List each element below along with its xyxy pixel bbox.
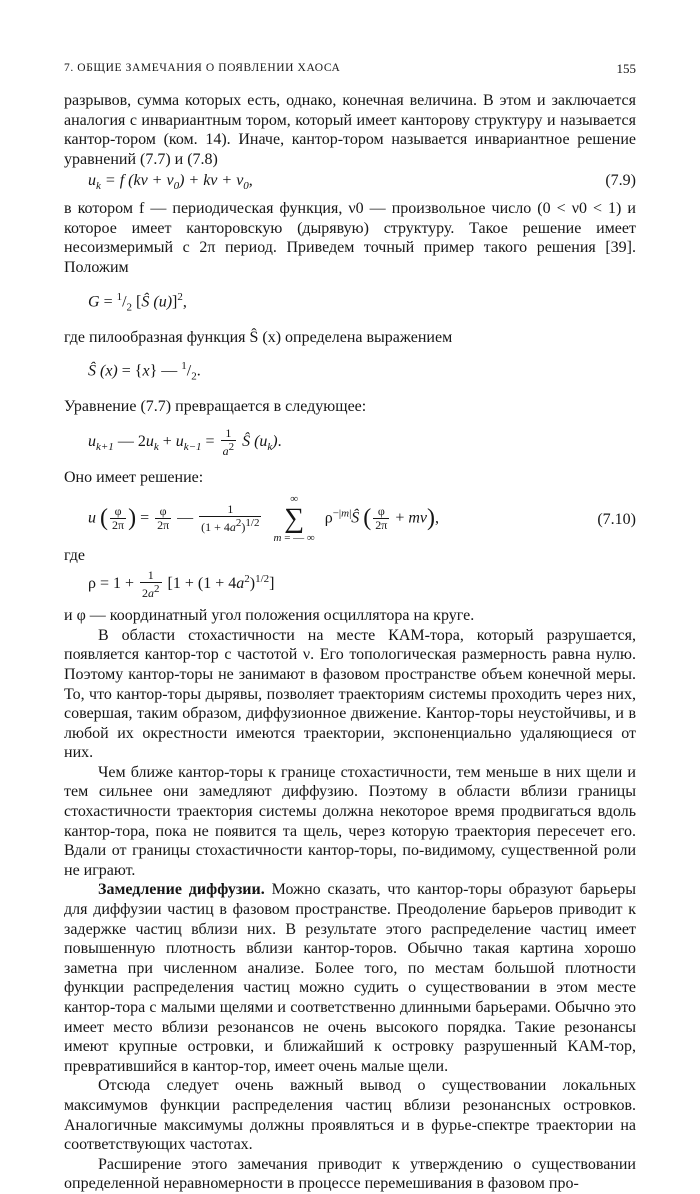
equation-G: $G = ^1/_2$ [Ŝ (u)]$^2$, (88, 290, 187, 314)
paragraph-12: Расширение этого замечания приводит к утверждению о существовании определенной неравномерности в процессе перемешивания в фазовом про- (64, 1155, 636, 1193)
paragraph-3: где пилообразная функция Ŝ (x) определена выражением (64, 328, 453, 346)
paragraph-6: где (64, 546, 86, 564)
paragraph-7: и φ — координатный угол положения осциллятора на круге. (64, 607, 475, 625)
paragraph-11: Отсюда следует очень важный вывод о существовании локальных максимумов функции распределения частиц вблизи резонансных островков. Аналогичные максимумы должны проявляться и в фурье-спектре траектории на соответствующих частотах. (64, 1077, 636, 1154)
equation-7-9 (88, 171, 636, 197)
paragraph-8: В области стохастичности на месте КАМ-тора, который разрушается, появляется кантор-тор с частотой ν. Его топологическая размерность равна нулю. Поэтому кантор-торы не занимают в фазовом пространстве объем конечной меры. То, что кантор-торы дырявы, позволяет траекториям системы проходить через них, совершая, таким образом, диффузионное движение. Кантор-торы неустойчивы, и в любой их окрестности имеются траектории, экспоненциально удаляющиеся от них. (64, 626, 636, 762)
equation-recurrence: $u_{k+1}$ — $2u_k + u_{k-1}$ = $\frac{1}{a^2}$ Ŝ $(u_k)$. (88, 425, 282, 458)
equation-rho: ρ = 1 + $\frac{1}{2a^2}$ $[1 + (1 + 4a^2)^{1/2}]$ (88, 568, 275, 601)
section-heading-diffusion: Замедление диффузии. (98, 881, 265, 899)
paragraph-4: Уравнение (7.7) превращается в следующее: (64, 398, 367, 416)
equation-7-10-number: (7.10) (597, 510, 636, 528)
equation-7-9-number: (7.9) (605, 172, 636, 190)
paragraph-5: Оно имеет решение: (64, 468, 204, 486)
paragraph-10 (64, 880, 636, 1076)
paragraph-9: Чем ближе кантор-торы к границе стохастичности, тем меньше в них щели и тем сильнее они замедляют диффузию. Поэтому в области вблизи границы стохастичности траектория системы должна некоторое время продвигаться вдоль кантор-тора, пока не появится та щель, через которую траектория пересечет его. Вдали от границы стохастичности кантор-торы, по-видимому, существенной роли не играют. (64, 763, 636, 879)
equation-7-10: u ( $\frac{\varphi}{2\pi}$ ) = $\frac{\varphi}{2\pi}$ — $\frac{1}{(1 + 4a^2)^{1/2}}$ ∞ ∑ m = — ∞ $\rho^{-|m|}Ŝ$ ( $\frac{\varphi}{2\pi}$ + mν), (7.10) (88, 492, 636, 544)
paragraph-1: разрывов, сумма которых есть, однако, конечная величина. В этом и заключается аналогия с инвариантным тором, который имеет канторову структуру и называется кантор-тором (ком. 14). Иначе, кантор-тором называется инвариантное решение уравнений (7.7) и (7.8) (64, 92, 636, 168)
equation-S: Ŝ (x) = {x} — $^1/_2$. (88, 360, 201, 383)
running-header (64, 62, 636, 74)
running-title: 7. ОБЩИЕ ЗАМЕЧАНИЯ О ПОЯВЛЕНИИ ХАОСА (64, 62, 341, 74)
equation-7-9-body: $u_k = f$ $(k\nu + \nu_0) + k\nu + \nu_0$, (88, 172, 253, 193)
page-number: 155 (616, 61, 636, 76)
main-text (64, 91, 636, 1194)
paragraph-2: в котором f — периодическая функция, ν0 — произвольное число (0 < ν0 < 1) и которое имеет канторовскую (дырявую) структуру. Такое решение имеет несоизмеримый с 2π период. Приведем точный пример такого решения [39]. Положим (64, 200, 636, 276)
paragraph-10-text: Можно сказать, что кантор-торы образуют барьеры для диффузии частиц в фазовом пространстве. Преодоление барьеров приводит к задержке частиц вблизи них. В результате этого распределение частиц имеет повышенную плотность вблизи кантор-торов. Обычно такая картина хорошо заметна при численном анализе. Более того, по местам большой плотности функции распределения частиц можно судить о существовании в этом месте кантор-тора с малыми щелями и соответственно длинными барьерами. Обычно это имеет место вблизи резонансов не очень высокого порядка. Такие резонансы имеют крупные островки, и ближайший к островку разрушенный КАМ-тор, превратившийся в кантор-тор, имеет очень малые щели. (64, 881, 637, 1075)
